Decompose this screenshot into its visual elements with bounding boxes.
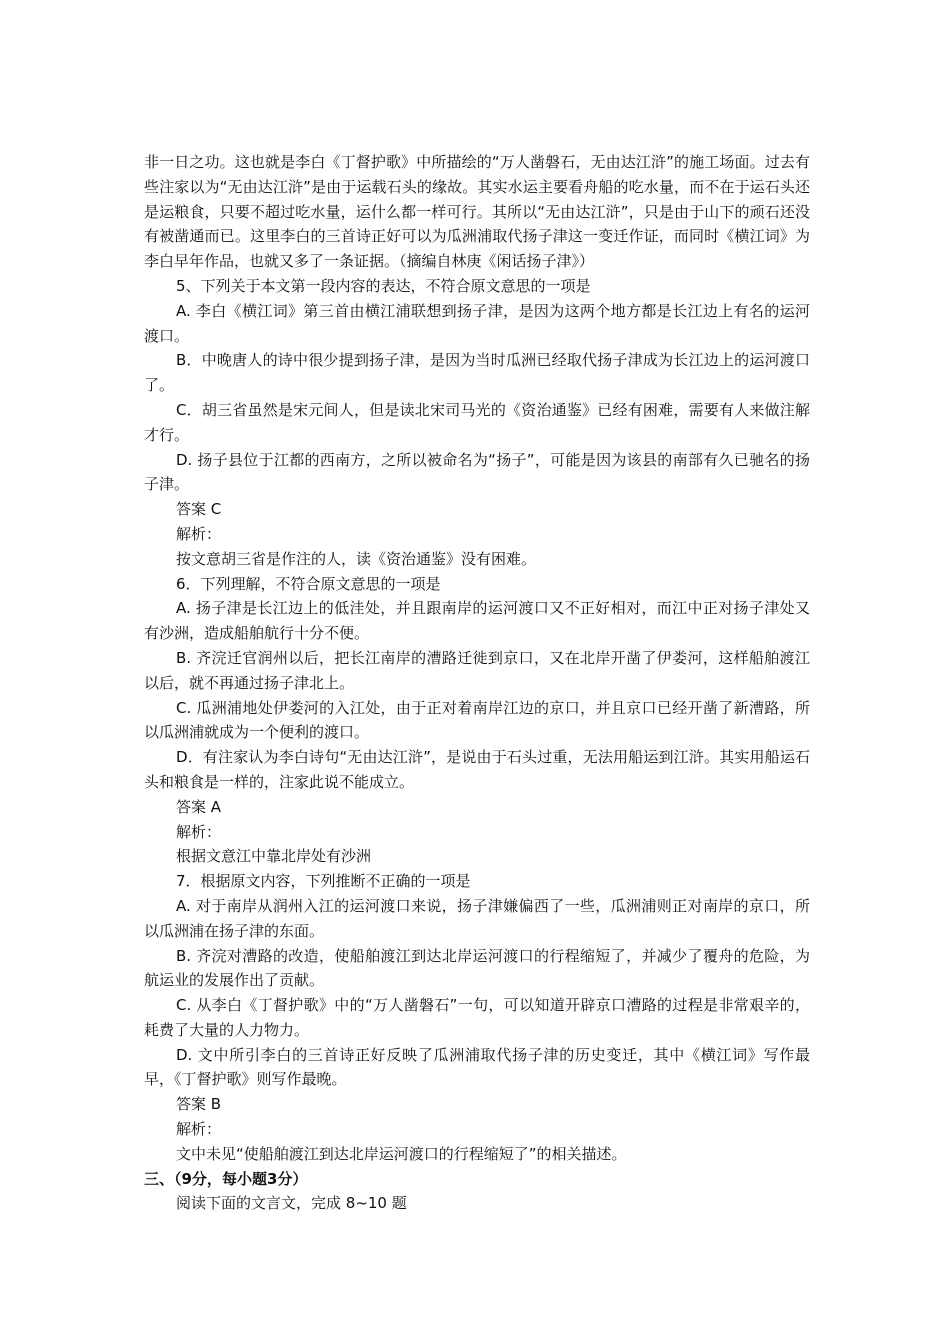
- question-7-analysis-label: 解析：: [176, 1120, 222, 1139]
- document-page: [144, 150, 810, 1216]
- question-6-analysis-label: 解析：: [176, 822, 222, 841]
- question-6-option-d: D．有注家认为李白诗句“无由达江浒”，是说由于石头过重，无法用船运到江浒。其实用船运石头和粮食是一样的，注家此说不能成立。: [144, 748, 810, 791]
- question-6-answer: 答案 A: [176, 797, 222, 816]
- passage-continuation: 非一日之功。这也就是李白《丁督护歌》中所描绘的“万人凿磐石，无由达江浒”的施工场面。过去有些注家以为“无由达江浒”是由于运载石头的缘故。其实水运主要看舟船的吃水量，而不在于运石头还是运粮食，只要不超过吃水量，运什么都一样可行。其所以“无由达江浒”，只是由于山下的顽石还没有被凿通而已。这里李白的三首诗正好可以为瓜洲浦取代扬子津这一变迁作证，而同时《横江词》为李白早年作品，也就又多了一条证据。（摘编自林庚《闲话扬子津》）: [144, 153, 810, 271]
- question-7: [144, 869, 810, 1167]
- question-5-stem: 5、下列关于本文第一段内容的表达，不符合原文意思的一项是: [176, 276, 591, 295]
- section-three-instruction: 阅读下面的文言文，完成 8~10 题: [176, 1194, 407, 1213]
- section-three-heading: 三、（9分，每小题3分）: [144, 1169, 308, 1188]
- question-6-option-b: B. 齐浣迁官润州以后，把长江南岸的漕路迁徙到京口，又在北岸开凿了伊娄河，这样船舶渡江以后，就不再通过扬子津北上。: [144, 648, 810, 692]
- question-5: [144, 274, 810, 572]
- question-7-option-b: B. 齐浣对漕路的改造，使船舶渡江到达北岸运河渡口的行程缩短了，并减少了覆舟的危险，为航运业的发展作出了贡献。: [144, 946, 810, 990]
- question-6-stem: 6．下列理解，不符合原文意思的一项是: [176, 574, 441, 593]
- question-5-option-a: A. 李白《横江词》第三首由横江浦联想到扬子津，是因为这两个地方都是长江边上有名的运河渡口。: [144, 301, 810, 345]
- question-7-analysis: 文中未见“使船舶渡江到达北岸运河渡口的行程缩短了”的相关描述。: [176, 1144, 627, 1163]
- question-7-option-a: A. 对于南岸从润州入江的运河渡口来说，扬子津嫌偏西了一些，瓜洲浦则正对南岸的京口，所以瓜洲浦在扬子津的东面。: [144, 896, 810, 940]
- question-7-answer: 答案 B: [176, 1095, 222, 1114]
- question-5-option-c: C．胡三省虽然是宋元间人，但是读北宋司马光的《资治通鉴》已经有困难，需要有人来做注解才行。: [144, 400, 810, 444]
- question-6-option-a: A. 扬子津是长江边上的低洼处，并且跟南岸的运河渡口又不正好相对，而江中正对扬子津处又有沙洲，造成船舶航行十分不便。: [144, 599, 810, 643]
- question-7-option-d: D. 文中所引李白的三首诗正好反映了瓜洲浦取代扬子津的历史变迁，其中《横江词》写作最早，《丁督护歌》则写作最晚。: [144, 1045, 810, 1089]
- question-5-analysis: 按文意胡三省是作注的人，读《资治通鉴》没有困难。: [176, 549, 537, 568]
- question-5-analysis-label: 解析：: [176, 524, 222, 543]
- question-6-option-c: C. 瓜洲浦地处伊娄河的入江处，由于正对着南岸江边的京口，并且京口已经开凿了新漕路，所以瓜洲浦就成为一个便利的渡口。: [144, 698, 810, 742]
- question-5-option-d: D. 扬子县位于江都的西南方，之所以被命名为“扬子”，可能是因为该县的南部有久已驰名的扬子津。: [144, 450, 810, 494]
- question-5-option-b: B．中晚唐人的诗中很少提到扬子津，是因为当时瓜洲已经取代扬子津成为长江边上的运河渡口了。: [144, 351, 810, 395]
- question-7-stem: 7．根据原文内容，下列推断不正确的一项是: [176, 872, 471, 891]
- question-5-answer: 答案 C: [176, 500, 222, 519]
- question-7-option-c: C. 从李白《丁督护歌》中的“万人凿磐石”一句，可以知道开辟京口漕路的过程是非常艰辛的，耗费了大量的人力物力。: [144, 996, 810, 1039]
- question-6: [144, 572, 810, 870]
- question-6-analysis: 根据文意江中靠北岸处有沙洲: [176, 847, 372, 866]
